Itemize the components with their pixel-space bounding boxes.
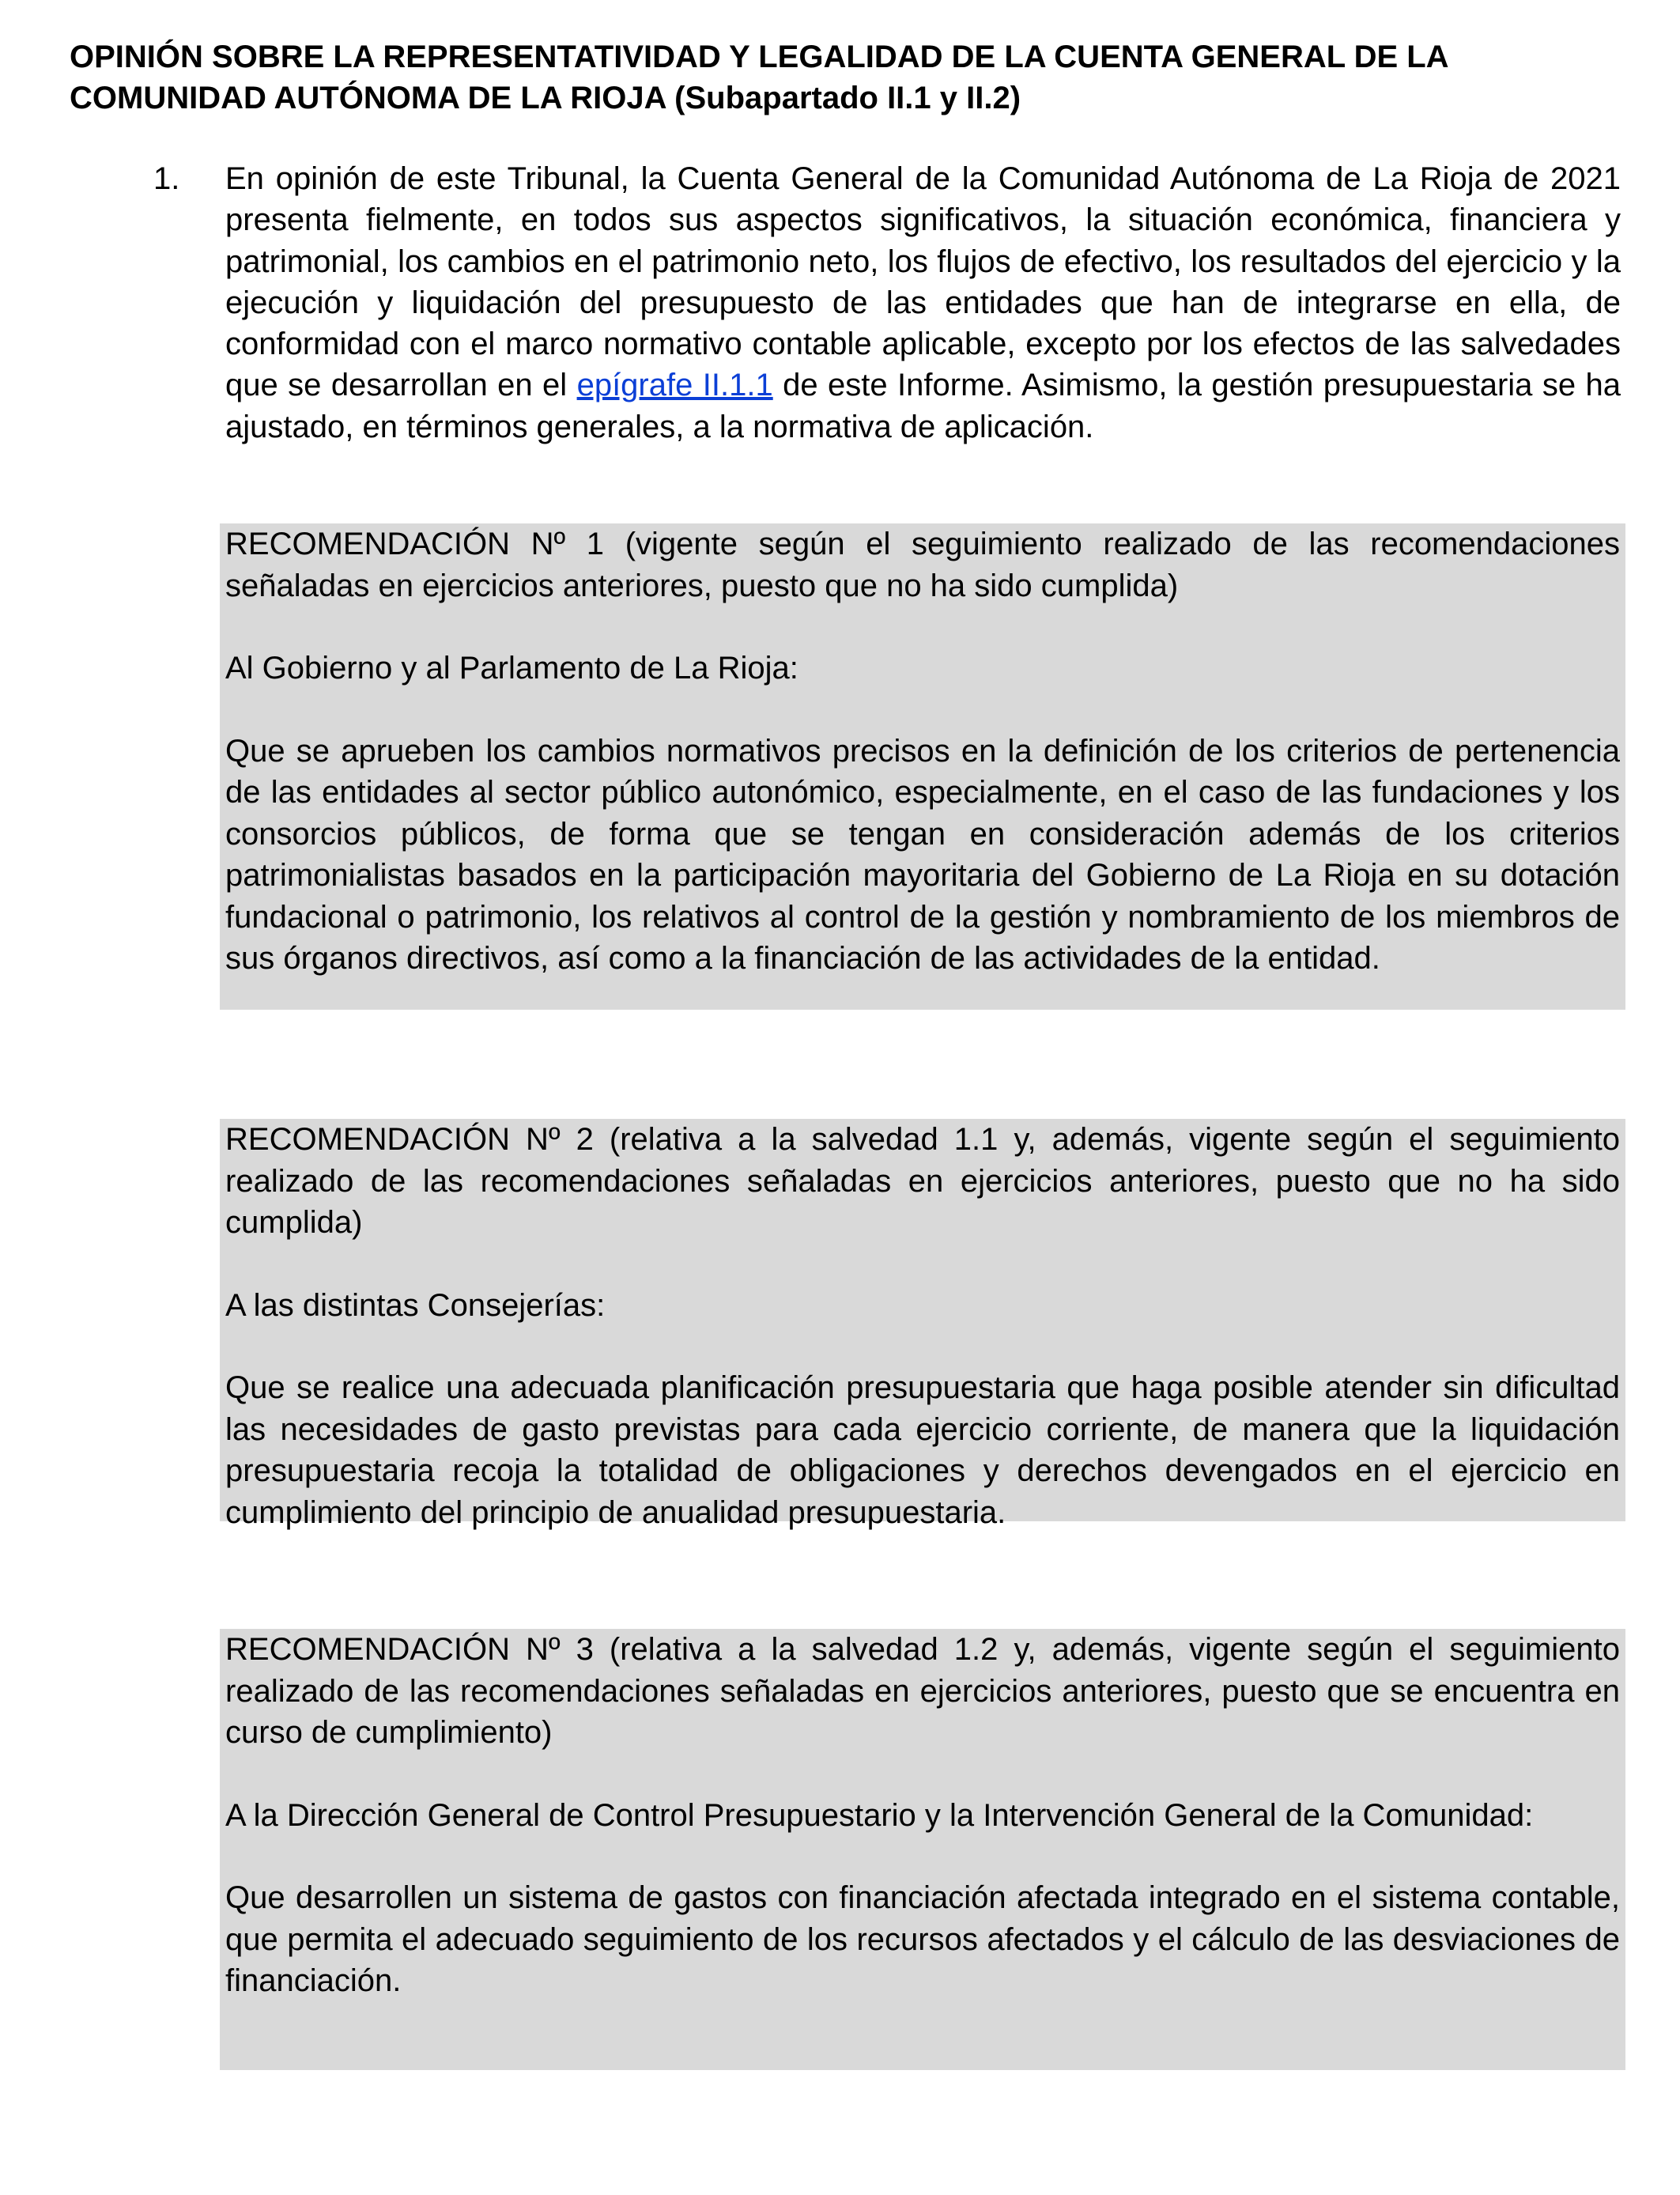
recommendation-1-box [220,523,1625,1010]
epigrafe-link[interactable]: epígrafe II.1.1 [576,368,773,403]
paragraph-text [225,158,1621,448]
recommendation-2-heading: RECOMENDACIÓN Nº 2 (relativa a la salvedad 1.1 y, además, vigente según el seguimiento realizado de las recomendaciones señaladas en ejercicios anteriores, puesto que no ha sido cumplida) [225,1122,1620,1240]
paragraph-number: 1. [153,161,180,196]
recommendation-3-box [220,1629,1625,2070]
recommendation-2-box [220,1119,1625,1530]
recommendation-3-body: Que desarrollen un sistema de gastos con financiación afectada integrado en el sistema contable, que permita el adecuado seguimiento de los recursos afectados y el cálculo de las desviaciones de financiación. [225,1880,1620,1998]
recommendation-1-body: Que se aprueben los cambios normativos precisos en la definición de los criterios de pertenencia de las entidades al sector público autonómico, especialmente, en el caso de las fundaciones y los consorcios públicos, de forma que se tengan en consideración además de los criterios patrimonialistas basados en la participación mayoritaria del Gobierno de La Rioja en su dotación fundacional o patrimonio, los relativos al control de la gestión y nombramiento de los miembros de sus órganos directivos, así como a la financiación de las actividades de la entidad. [225,733,1620,976]
recommendation-1-heading: RECOMENDACIÓN Nº 1 (vigente según el seguimiento realizado de las recomendaciones señaladas en ejercicios anteriores, puesto que no ha sido cumplida) [225,527,1620,603]
paragraph-text-end: de este Informe. Asimismo, la gestión presupuestaria se ha ajustado, en términos generales, a la normativa de aplicación. [225,368,1621,444]
paragraph-text-start: En opinión de este Tribunal, la Cuenta General de la Comunidad Autónoma de La Rioja de 2021 presenta fielmente, en todos sus aspectos significativos, la situación económica, financiera y patrimonial, los cambios en el patrimonio neto, los flujos de efectivo, los resultados del ejercicio y la ejecución y liquidación del presupuesto de las entidades que han de integrarse en ella, de conformidad con el marco normativo contable aplicable, excepto por los efectos de las salvedades que se desarrollan en el [225,161,1621,403]
page-title: OPINIÓN SOBRE LA REPRESENTATIVIDAD Y LEGALIDAD DE LA CUENTA GENERAL DE LA COMUNIDAD AUTÓNOMA DE LA RIOJA (Subapartado II.1 y II.2) [70,40,1448,115]
recommendation-3-addressee: A la Dirección General de Control Presupuestario y la Intervención General de la Comunidad: [225,1797,1534,1833]
recommendation-2-body: Que se realice una adecuada planificación presupuestaria que haga posible atender sin dificultad las necesidades de gasto previstas para cada ejercicio corriente, de manera que la liquidación presupuestaria recoja la totalidad de obligaciones y derechos devengados en el ejercicio en cumplimiento del principio de anualidad presupuestaria. [225,1370,1620,1530]
recommendation-3-heading: RECOMENDACIÓN Nº 3 (relativa a la salvedad 1.2 y, además, vigente según el seguimiento realizado de las recomendaciones señaladas en ejercicios anteriores, puesto que se encuentra en curso de cumplimiento) [225,1632,1620,1750]
recommendation-1-addressee: Al Gobierno y al Parlamento de La Rioja: [225,651,798,686]
recommendation-2-addressee: A las distintas Consejerías: [225,1287,606,1323]
